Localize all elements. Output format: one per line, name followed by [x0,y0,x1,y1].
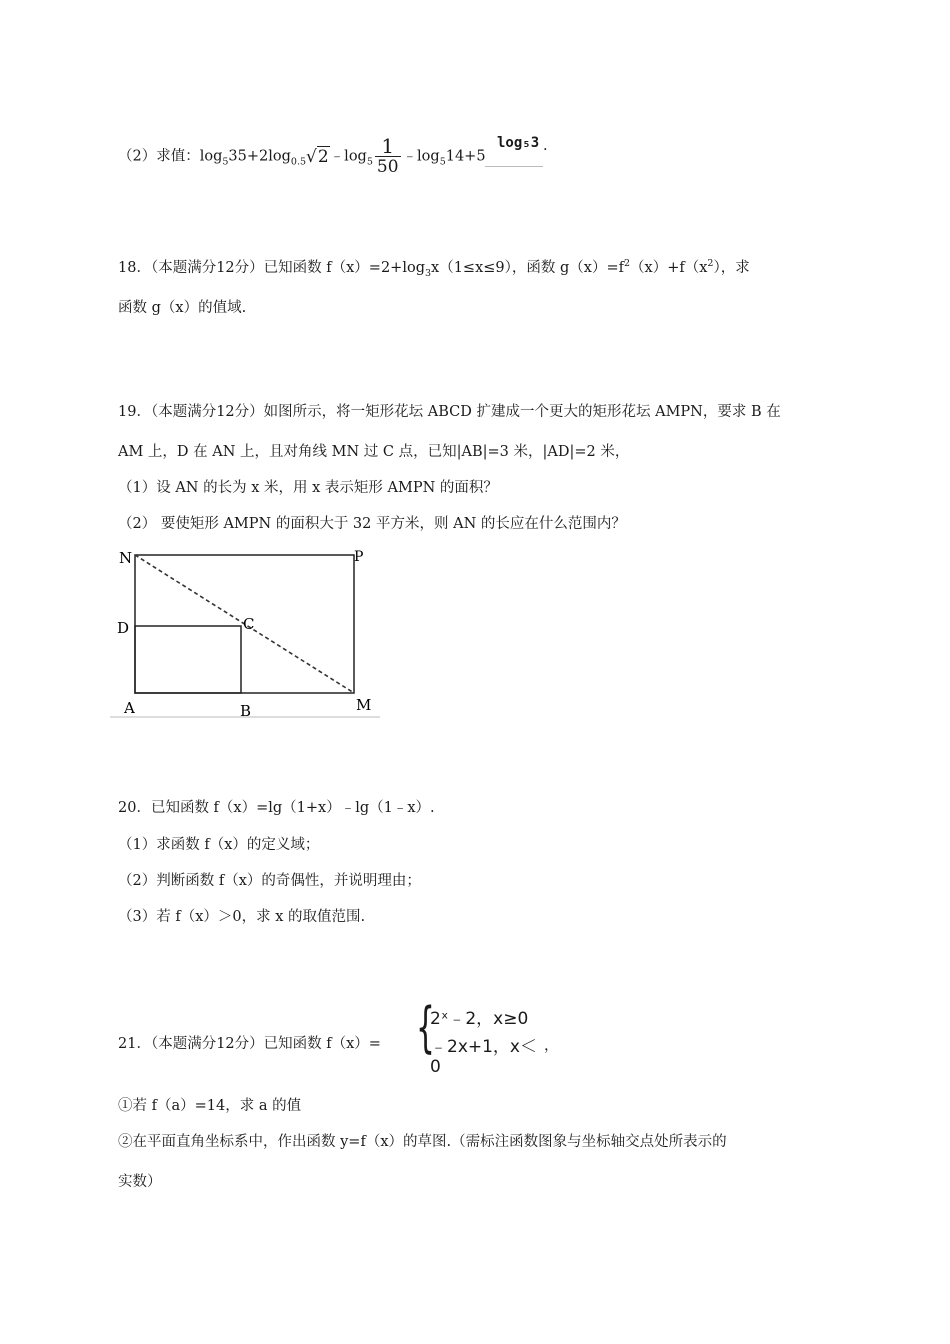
log-exponent-image [485,132,543,167]
sqrt-radicand: 2 [317,146,329,167]
q19-line4: （2） 要使矩形 AMPN 的面积大于 32 平方米，则 AN 的长应在什么范围内？ [118,516,626,532]
q20-line2: （1）求函数 f（x）的定义域； [118,837,320,853]
q18-sup2: 2 [707,258,714,270]
q17-t4: 14+5 [445,148,486,165]
label-A: A [124,699,135,717]
case-2: ﹣2x+1，x＜0 [430,1037,537,1077]
q18-line2: 函数 g（x）的值域. [118,300,247,316]
q18-text-c: （x）+f（x [630,260,708,276]
brace-symbol: { [416,996,435,1059]
label-M: M [356,696,372,714]
label-N: N [119,549,133,567]
q18-text-d: ），求 [713,260,750,276]
q17-period: . [543,138,548,154]
q19-line2: AM 上，D 在 AN 上，且对角线 MN 过 C 点，已知|AB|=3 米，|AD|=2 米， [118,444,630,460]
q18-sub: 3 [424,267,432,279]
q21-comma: ， [544,1038,559,1054]
q17-t3: ﹣log [402,148,440,165]
q17-sub2: 0.5 [290,156,307,168]
piecewise-function [416,996,547,1077]
fraction-numerator: 1 [375,136,401,157]
inner-rectangle-ABCD [135,626,241,693]
q17-prefix: （2）求值：log [118,148,223,165]
label-P: P [354,549,364,565]
log-exponent-text: log₅3 [497,135,540,151]
rectangle-figure [110,540,385,722]
q20-line1: 20．已知函数 f（x）=lg（1+x）﹣lg（1﹣x）. [118,800,435,816]
fraction [375,136,401,177]
q17-t1: 35+2log [228,148,291,165]
q21-line1: 21．（本题满分12分）已知函数 f（x）= [118,1036,381,1052]
label-C: C [243,615,255,633]
q21-line2: ①若 f（a）=14，求 a 的值 [118,1098,302,1114]
fraction-denominator: 50 [376,157,399,177]
q17-sub1: 5 [222,156,229,168]
q17-sub3: 5 [366,156,373,168]
q18-sup1: 2 [623,258,631,270]
q20-line3: （2）判断函数 f（x）的奇偶性，并说明理由； [118,873,421,889]
q19-line3: （1）设 AN 的长为 x 米，用 x 表示矩形 AMPN 的面积？ [118,480,498,496]
q21-line4: 实数） [118,1174,162,1190]
q18-line1 [118,256,750,279]
q19-line1: 19．（本题满分12分）如图所示，将一矩形花坛 ABCD 扩建成一个更大的矩形花坛 AMPN，要求 B 在 [118,404,781,420]
q17-t2: ﹣log [329,148,367,165]
q17-2-expression [118,136,486,177]
label-D: D [117,619,130,637]
case-1: 2ˣ﹣2，x≥0 [430,1009,529,1029]
q20-line4: （3）若 f（x）＞0，求 x 的取值范围. [118,909,366,925]
q18-text-a: 18．（本题满分12分）已知函数 f（x）=2+log [118,260,425,276]
sqrt-symbol: √2 [306,146,329,167]
q21-line3: ②在平面直角坐标系中，作出函数 y=f（x）的草图.（需标注函数图象与坐标轴交点处所表示的 [118,1134,727,1150]
label-B: B [240,702,252,720]
q17-sub4: 5 [439,156,446,168]
q18-text-b: x（1≤x≤9），函数 g（x）=f [431,260,624,276]
